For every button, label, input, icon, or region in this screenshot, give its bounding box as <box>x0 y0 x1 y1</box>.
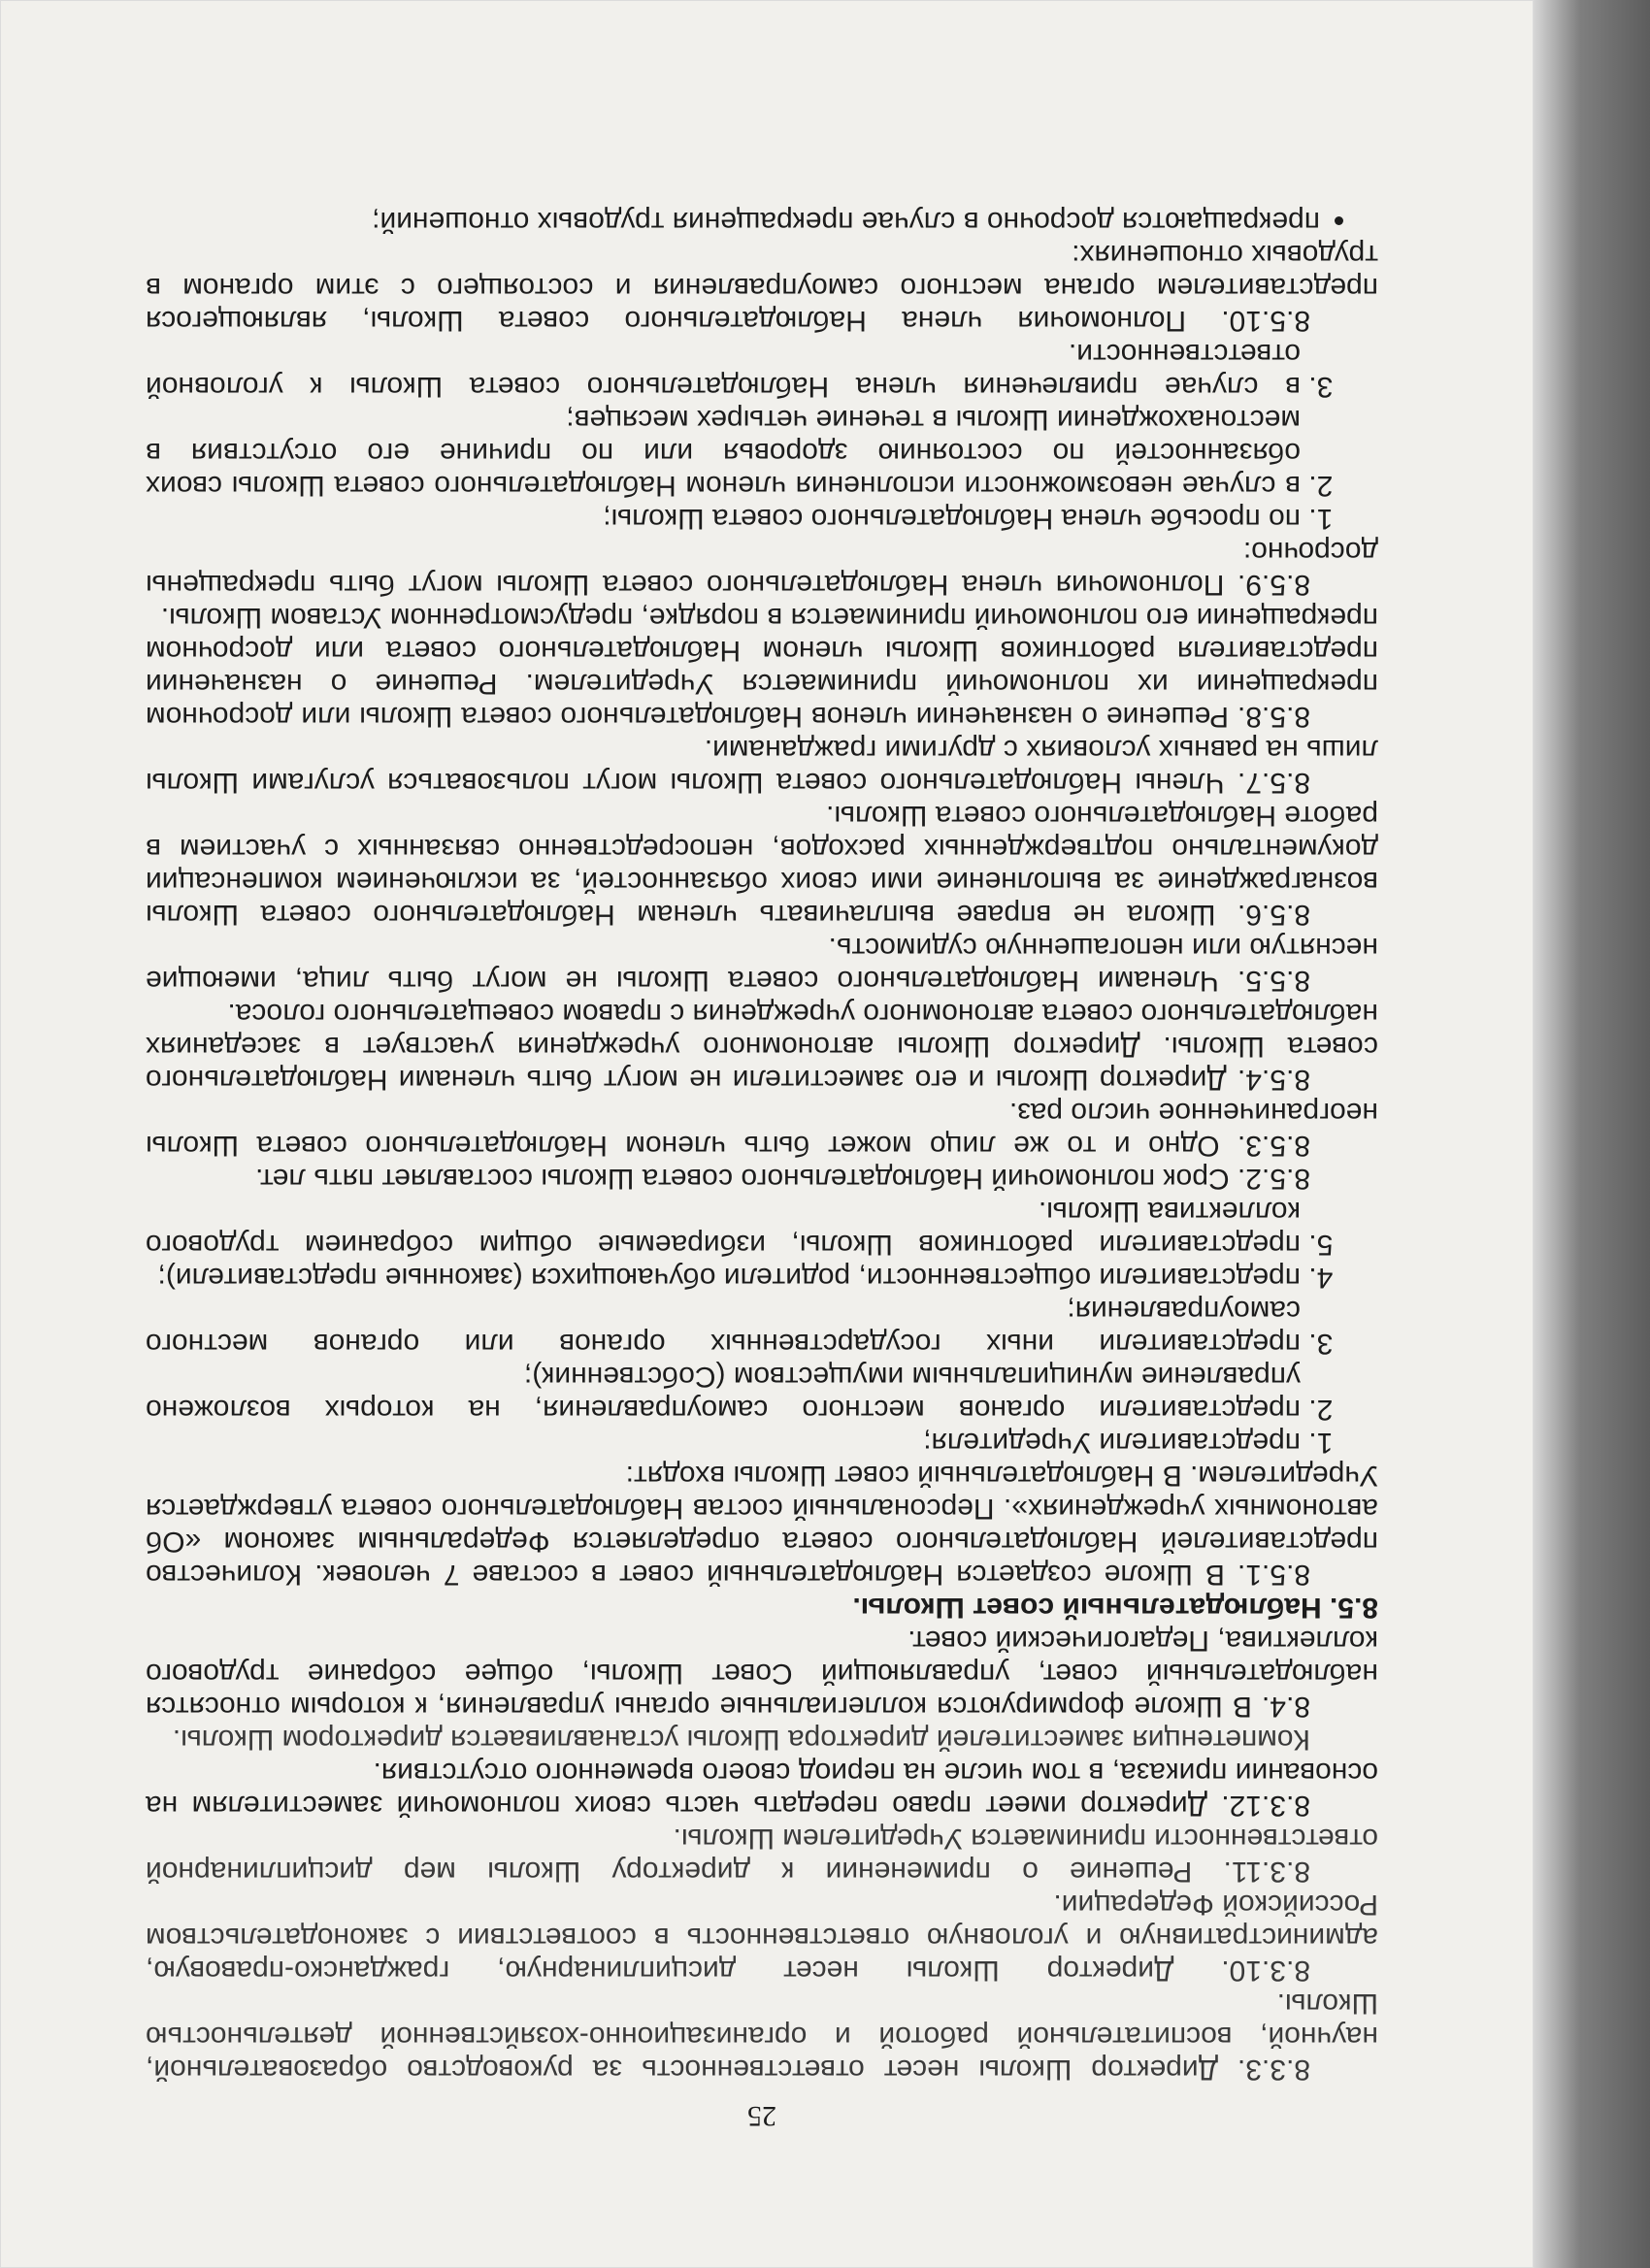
list-item: 2. в случае невозможности исполнения членом Наблюдательного совета Школы своих обязанностей по состоянию здоровья или по причине его отсутствия в местонахождении Школы в течение четырех месяцев; <box>146 403 1301 502</box>
paragraph-competence: Компетенция заместителей директора Школы устанавливается директором Школы. <box>172 1724 1310 1756</box>
paragraph-8-5-1: 8.5.1. В Школе создается Наблюдательный совет в составе 7 человек. Количество представителей Наблюдательного совета определяется Федеральным законом «Об автономных учреждениях». Персональный состав Наблюдательного совета утверждается Учредителем. В Наблюдательный совет Школы входят: <box>146 1460 1378 1591</box>
bullet-list <box>146 205 1378 238</box>
paragraph-8-5-4: 8.5.4. Директор Школы и его заместители не могут быть членами Наблюдательного совета Школы. Директор Школы автономного учреждения участвует в заседаниях наблюдательного совета автономного учреждения с правом совещательного голоса. <box>146 998 1378 1096</box>
section-heading: 8.5. Наблюдательный совет Школы. <box>852 1592 1378 1624</box>
paragraph-8-5-10: 8.5.10. Полномочия члена Наблюдательного совета Школы, являющегося представителем органа местного самоуправления и состоящего с этим органом в трудовых отношениях: <box>146 239 1378 337</box>
paragraph-8-5-6: 8.5.6. Школа не вправе выплачивать членам Наблюдательного совета Школы вознаграждение за выполнение ими своих обязанностей, за исключением компенсации документально подтвержденных расходов, непосредственно связанных с участием в работе Наблюдательного совета Школы. <box>146 800 1378 931</box>
paragraph-8-3-10: 8.3.10. Директор Школы несет дисциплинарную, гражданско-правовую, административную и уголовную ответственность в соответствии с законодательством Российской Федерации. <box>146 1889 1378 1987</box>
paragraph-8-3-11: 8.3.11. Решение о применении к директору Школы мер дисциплинарной ответственности принимается Учредителем Школы. <box>146 1823 1378 1888</box>
paragraph-8-5-3: 8.5.3. Одно и то же лицо может быть членом Наблюдательного совета Школы неограниченное число раз. <box>146 1097 1378 1162</box>
paragraph-8-5-5: 8.5.5. Членами Наблюдательного совета Школы не могут быть лица, имеющие неснятую или непогашенную судимость. <box>146 932 1378 997</box>
composition-list <box>146 1195 1378 1459</box>
termination-list <box>146 337 1378 535</box>
list-item: 1. представители Учредителя; <box>146 1426 1301 1459</box>
list-item: 5. представители работников Школы, избираемые общим собранием трудового коллектива Школы. <box>146 1195 1301 1261</box>
paragraph-8-5-8: 8.5.8. Решение о назначении членов Наблюдательного совета Школы или досрочном прекращении их полномочий принимается Учредителем. Решение о назначении представителя работников Школы членом Наблюдательного совета или досрочном прекращении его полномочий принимается в порядке, предусмотренном Уставом Школы. <box>146 602 1378 733</box>
page-content <box>146 205 1378 2132</box>
scanner-edge-shadow <box>1534 0 1650 2268</box>
paragraph-8-3-3: 8.3.3. Директор Школы несет ответственность за руководство образовательной, научной, воспитательной работой и организационно-хозяйственной деятельностью Школы. <box>146 1988 1378 2086</box>
paragraph-8-5-2: 8.5.2. Срок полномочий Наблюдательного совета Школы составляет пять лет. <box>254 1163 1310 1195</box>
paragraph-8-4: 8.4. В Школе формируются коллегиальные органы управления, к которым относятся наблюдательный совет, управляющий Совет Школы, общее собрание трудового коллектива, Педагогический совет. <box>146 1625 1378 1723</box>
list-item: • прекращаются досрочно в случае прекращения трудовых отношений; <box>146 205 1320 238</box>
list-item: 3. в случае привлечения члена Наблюдательного совета Школы к уголовной ответственности. <box>146 337 1301 403</box>
page-number: 25 <box>747 2100 776 2132</box>
list-item: 3. представители иных государственных органов или органов местного самоуправления; <box>146 1294 1301 1360</box>
paragraph-8-5-7: 8.5.7. Члены Наблюдательного совета Школы могут пользоваться услугами Школы лишь на равных условиях с другими гражданами. <box>146 734 1378 799</box>
list-item: 1. по просьбе члена Наблюдательного совета Школы; <box>146 502 1301 535</box>
paragraph-8-3-12: 8.3.12. Директор имеет право передать часть своих полномочий заместителям на основании приказа, в том числе на период своего временного отсутствия. <box>146 1757 1378 1822</box>
paragraph-8-5-9: 8.5.9. Полномочия члена Наблюдательного совета Школы могут быть прекращены досрочно: <box>146 536 1378 601</box>
list-item: 2. представители органов местного самоуправления, на которых возложено управление муниципальным имуществом (Собственник); <box>146 1360 1301 1426</box>
list-item: 4. представители общественности, родители обучающихся (законные представители); <box>146 1261 1301 1294</box>
